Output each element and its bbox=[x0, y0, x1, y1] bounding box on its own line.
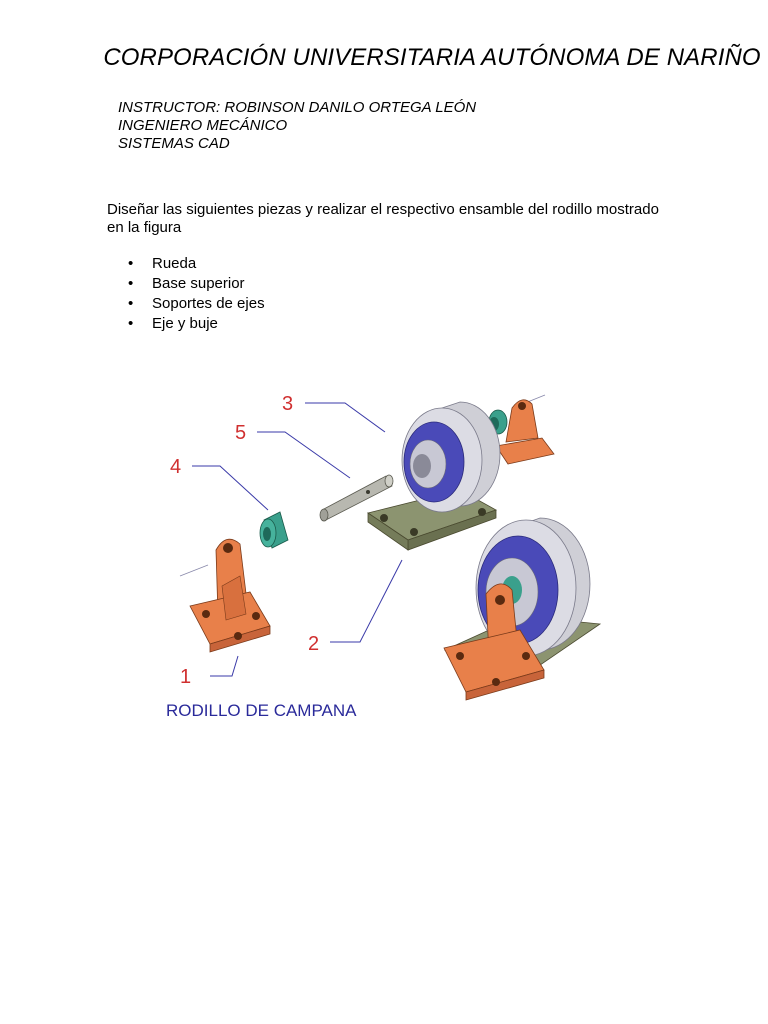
figure-caption: RODILLO DE CAMPANA bbox=[166, 701, 357, 720]
list-item bbox=[128, 314, 265, 334]
list-item-label: Eje y buje bbox=[152, 315, 218, 332]
list-item bbox=[128, 274, 265, 294]
list-item-label: Soportes de ejes bbox=[152, 295, 265, 312]
bullet: • bbox=[128, 315, 134, 332]
callout-3: 3 bbox=[282, 393, 294, 415]
instructor-block bbox=[118, 99, 476, 153]
list-item-label: Base superior bbox=[152, 275, 245, 292]
course-name: SISTEMAS CAD bbox=[118, 135, 230, 152]
callout-1: 1 bbox=[180, 666, 192, 688]
support-small-right bbox=[496, 400, 554, 464]
callout-4: 4 bbox=[170, 456, 182, 478]
parts-list bbox=[128, 254, 265, 334]
support-left bbox=[190, 539, 270, 652]
leader-line-1 bbox=[210, 656, 238, 676]
leader-line-5 bbox=[257, 432, 350, 478]
leader-line-3 bbox=[305, 403, 385, 432]
axis-line bbox=[180, 565, 208, 576]
instructor-degree: INGENIERO MECÁNICO bbox=[118, 117, 288, 134]
bullet: • bbox=[128, 295, 134, 312]
list-item-label: Rueda bbox=[152, 255, 197, 272]
list-item bbox=[128, 254, 265, 274]
document-title: CORPORACIÓN UNIVERSITARIA AUTÓNOMA DE NARIÑO bbox=[103, 44, 761, 71]
list-item bbox=[128, 294, 265, 314]
assembly-figure bbox=[160, 380, 620, 720]
bushing bbox=[260, 512, 288, 548]
leader-line-4 bbox=[192, 466, 268, 510]
assembled-roller bbox=[444, 518, 600, 700]
callout-2: 2 bbox=[308, 633, 320, 655]
intro-paragraph: Diseñar las siguientes piezas y realizar el respectivo ensamble del rodillo mostrado en la figura bbox=[107, 201, 659, 236]
instructor-line: INSTRUCTOR: ROBINSON DANILO ORTEGA LEÓN bbox=[118, 99, 477, 116]
bullet: • bbox=[128, 275, 134, 292]
bullet: • bbox=[128, 255, 134, 272]
leader-line-2 bbox=[330, 560, 402, 642]
wheel-top bbox=[402, 402, 500, 512]
callout-5: 5 bbox=[235, 422, 247, 444]
exploded-assembly-drawing bbox=[160, 380, 620, 720]
